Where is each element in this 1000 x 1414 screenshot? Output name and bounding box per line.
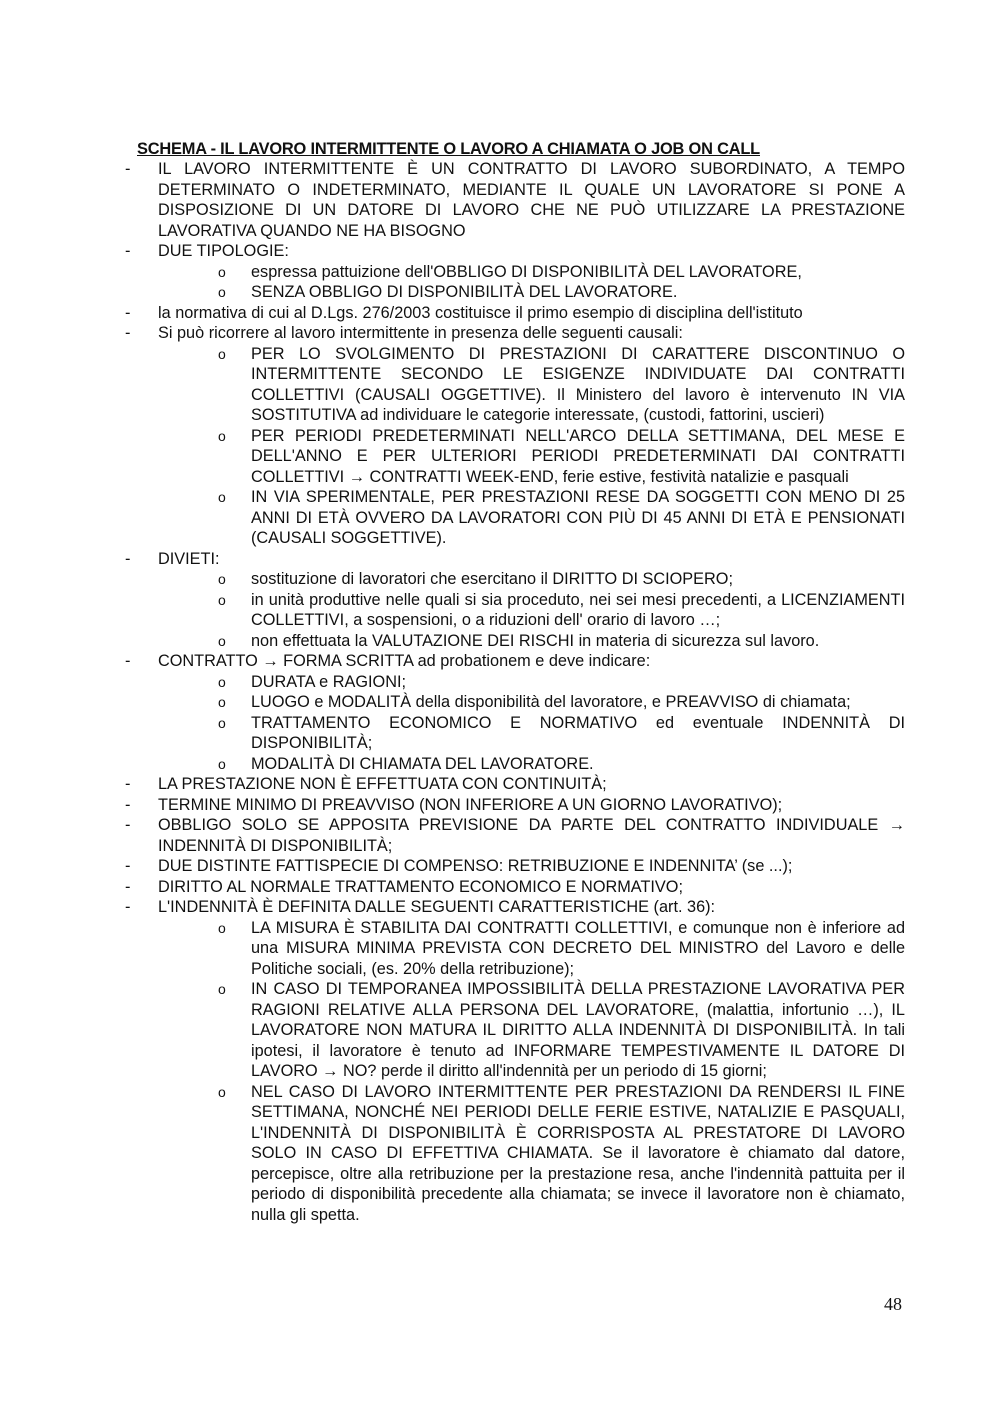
list-item-text: IL LAVORO INTERMITTENTE È UN CONTRATTO DI LAVORO SUBORDINATO, A TEMPO DETERMINATO O INDETERMINATO, MEDIANTE IL QUALE UN LAVORATORE SI PONE A DISPOSIZIONE DI UN DATORE DI LAVORO CHE NE PUÒ UTILIZZARE LA PRESTAZIONE LAVORATIVA QUANDO NE HA BISOGNO [158,160,905,240]
sub-list [158,262,905,303]
list-item-text: DIRITTO AL NORMALE TRATTAMENTO ECONOMICO E NORMATIVO; [158,877,683,896]
list-item [125,897,905,1225]
list-item-text: DUE DISTINTE FATTISPECIE DI COMPENSO: RETRIBUZIONE E INDENNITA’ (se ...); [158,857,793,875]
sub-list-item-text: in unità produttive nelle quali si sia proceduto, nei sei mesi precedenti, a LICENZIAMENTI COLLETTIVI, a sospensioni, o a riduzioni dell' orario di lavoro …; [251,590,905,629]
sub-list [158,569,905,651]
sub-list-item [218,569,905,590]
sub-list-item-text: non effettuata la VALUTAZIONE DEI RISCHI in materia di sicurezza sul lavoro. [251,631,820,650]
sub-list [158,918,905,1226]
sub-list-item-text: sostituzione di lavoratori che esercitano il DIRITTO DI SCIOPERO; [251,570,733,588]
circle-bullet-icon: o [218,714,226,731]
document-title: SCHEMA - IL LAVORO INTERMITTENTE O LAVORO A CHIAMATA O JOB ON CALL [137,140,760,158]
sub-list-item-text: MODALITÀ DI CHIAMATA DEL LAVORATORE. [251,754,594,773]
sub-list-item-text: LA MISURA È STABILITA DAI CONTRATTI COLLETTIVI, e comunque non è inferiore ad una MISURA MINIMA PREVISTA CON DECRETO DEL MINISTRO del Lavoro e delle Politiche sociali, (es. 20% della retribuzione); [251,918,905,978]
circle-bullet-icon: o [218,591,226,608]
list-item [125,241,905,303]
sub-list-item [218,692,905,713]
dash-marker: - [125,775,131,793]
sub-list-item [218,344,905,426]
sub-list [158,344,905,549]
circle-bullet-icon: o [218,489,226,505]
list-item [125,856,905,877]
list-item [125,877,905,898]
sub-list-item [218,426,905,488]
sub-list-item-text: PER LO SVOLGIMENTO DI PRESTAZIONI DI CARATTERE DISCONTINUO O INTERMITTENTE SECONDO LE ESIGENZE INDIVIDUATE DAI CONTRATTI COLLETTIVI (CAUSALI OGGETTIVE). Il Ministero del lavoro è intervenuto IN VIA SOSTITUTIVA ad individuare le categorie interessate, (custodi, fattorini, uscieri) [251,344,905,424]
list-item [125,303,905,324]
circle-bullet-icon: o [218,284,226,300]
list-item-text: Si può ricorrere al lavoro intermittente in presenza delle seguenti causali: [158,324,683,342]
sub-list-item [218,1082,905,1226]
dash-marker: - [125,160,131,178]
sub-list-item [218,979,905,1082]
sub-list-item [218,262,905,283]
circle-bullet-icon: o [218,571,226,587]
circle-bullet-icon: o [218,345,226,362]
sub-list-item-text: LUOGO e MODALITÀ della disponibilità del lavoratore, e PREAVVISO di chiamata; [251,693,851,711]
dash-marker: - [125,549,131,568]
sub-list-item [218,918,905,980]
dash-marker: - [125,303,131,322]
sub-list [158,672,905,775]
list-item [125,323,905,549]
list-item [125,651,905,774]
list-item-text: la normativa di cui al D.Lgs. 276/2003 costituisce il primo esempio di disciplina dell'istituto [158,303,803,322]
sub-list-item-text: IN CASO DI TEMPORANEA IMPOSSIBILITÀ DELLA PRESTAZIONE LAVORATIVA PER RAGIONI RELATIVE ALLA PERSONA DEL LAVORATORE, (malattia, infortunio …), IL LAVORATORE NON MATURA IL DIRITTO ALLA INDENNITÀ DI DISPONIBILITÀ. In tali ipotesi, il lavoratore è tenuto ad INFORMARE TEMPESTIVAMENTE IL DATORE DI LAVORO → NO? perde il diritto all'indennità per un periodo di 15 giorni; [251,980,905,1080]
dash-marker: - [125,324,131,342]
list-item [125,549,905,652]
sub-list-item-text: IN VIA SPERIMENTALE, PER PRESTAZIONI RESE DA SOGGETTI CON MENO DI 25 ANNI DI ETÀ OVVERO DA LAVORATORI CON PIÙ DI 45 ANNI DI ETÀ E PENSIONATI (CAUSALI SOGGETTIVE). [251,488,905,547]
circle-bullet-icon: o [218,694,226,710]
list-item [125,774,905,795]
sub-list-item [218,713,905,754]
dash-marker: - [125,898,131,916]
circle-bullet-icon: o [218,263,226,280]
list-item-text: DUE TIPOLOGIE: [158,242,289,260]
list-item-text: LA PRESTAZIONE NON È EFFETTUATA CON CONTINUITÀ; [158,775,607,793]
dash-marker: - [125,795,131,814]
sub-list-item [218,631,905,652]
circle-bullet-icon: o [218,427,226,444]
circle-bullet-icon: o [218,981,226,997]
list-item-text: OBBLIGO SOLO SE APPOSITA PREVISIONE DA PARTE DEL CONTRATTO INDIVIDUALE → INDENNITÀ DI DISPONIBILITÀ; [158,816,905,855]
sub-list-item-text: PER PERIODI PREDETERMINATI NELL'ARCO DELLA SETTIMANA, DEL MESE E DELL'ANNO E PER ULTERIORI PERIODI PREDETERMINATI DAI CONTRATTI COLLETTIVI → CONTRATTI WEEK-END, ferie estive, festività natalizie e pasquali [251,426,905,486]
sub-list-item-text: TRATTAMENTO ECONOMICO E NORMATIVO ed eventuale INDENNITÀ DI DISPONIBILITÀ; [251,713,905,752]
sub-list-item-text: DURATA e RAGIONI; [251,672,406,691]
main-list [125,159,905,1225]
circle-bullet-icon: o [218,673,226,690]
dash-marker: - [125,857,131,875]
circle-bullet-icon: o [218,919,226,936]
dash-marker: - [125,877,131,896]
dash-marker: - [125,652,131,670]
circle-bullet-icon: o [218,755,226,772]
list-item [125,795,905,816]
list-item-text: CONTRATTO → FORMA SCRITTA ad probationem e deve indicare: [158,652,651,670]
list-item [125,159,905,241]
sub-list-item [218,487,905,549]
dash-marker: - [125,242,131,260]
circle-bullet-icon: o [218,632,226,649]
sub-list-item-text: SENZA OBBLIGO DI DISPONIBILITÀ DEL LAVORATORE. [251,283,678,301]
list-item-text: DIVIETI: [158,549,220,568]
sub-list-item [218,282,905,303]
list-item-text: TERMINE MINIMO DI PREAVVISO (NON INFERIORE A UN GIORNO LAVORATIVO); [158,795,783,814]
list-item-text: L'INDENNITÀ È DEFINITA DALLE SEGUENTI CARATTERISTICHE (art. 36): [158,898,716,916]
sub-list-item [218,754,905,775]
sub-list-item [218,590,905,631]
circle-bullet-icon: o [218,1083,226,1100]
dash-marker: - [125,816,131,834]
sub-list-item-text: NEL CASO DI LAVORO INTERMITTENTE PER PRESTAZIONI DA RENDERSI IL FINE SETTIMANA, NONCHÉ NEI PERIODI DELLE FERIE ESTIVE, NATALIZIE E PASQUALI, L'INDENNITÀ DI DISPONIBILITÀ È CORRISPOSTA AL PRESTATORE DI LAVORO SOLO IN CASO DI EFFETTIVA CHIAMATA. Se il lavoratore è chiamato dal datore, percepisce, oltre alla retribuzione per la prestazione resa, anche l'indennità pattuita per il periodo di disponibilità precedente alla chiamata; se invece il lavoratore non è chiamato, nulla gli spetta. [251,1082,905,1224]
document-body [125,139,905,1225]
list-item [125,815,905,856]
sub-list-item [218,672,905,693]
sub-list-item-text: espressa pattuizione dell'OBBLIGO DI DISPONIBILITÀ DEL LAVORATORE, [251,262,802,281]
page-number: 48 [884,1294,902,1314]
